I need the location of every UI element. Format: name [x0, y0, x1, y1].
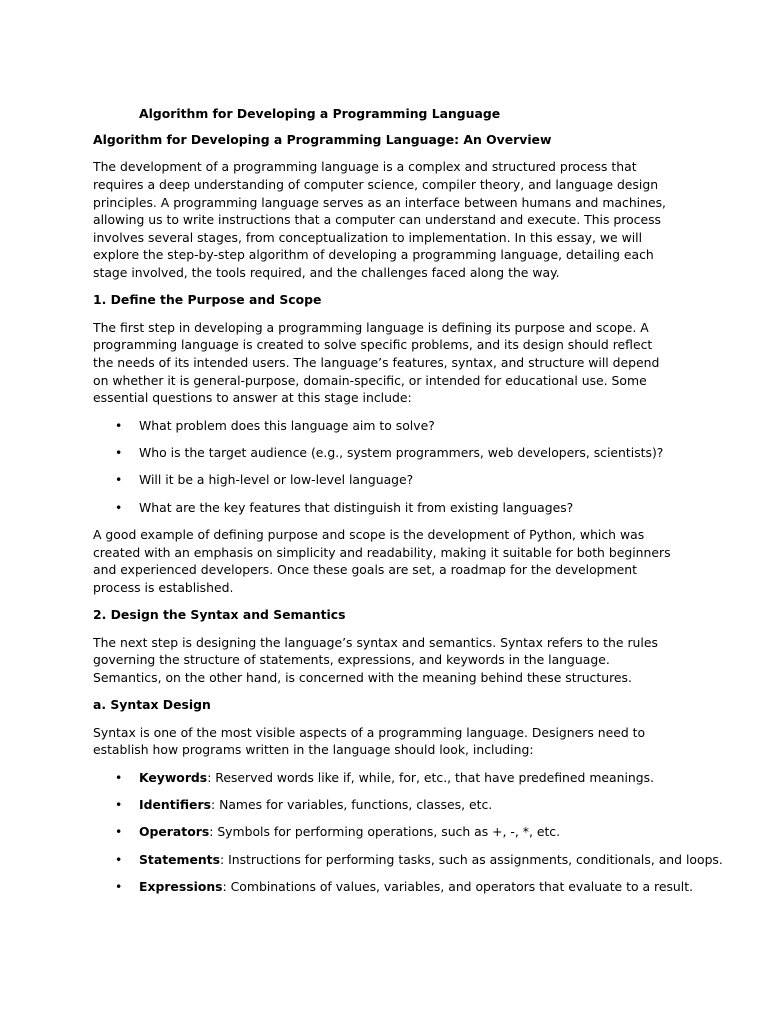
questions-list: [93, 417, 673, 517]
list-item-text: Will it be a high-level or low-level language?: [139, 472, 414, 488]
list-item-description: : Reserved words like if, while, for, etc., that have predefined meanings.: [207, 769, 655, 785]
list-item-description: : Instructions for performing tasks, such as assignments, conditionals, and loops.: [219, 851, 723, 867]
list-item-text: What problem does this language aim to solve?: [139, 417, 435, 433]
bullet-icon: •: [115, 879, 123, 895]
syntax-design-subheading: a. Syntax Design: [93, 697, 211, 713]
list-item-term: Statements: [139, 851, 220, 867]
list-item: [93, 823, 673, 841]
document-body: [93, 131, 723, 906]
syntax-design-paragraph: Syntax is one of the most visible aspects of a programming language. Designers need to establish how programs written in the language should look, including:: [93, 724, 646, 758]
list-item-description: : Symbols for performing operations, such as +, -, *, etc.: [209, 824, 561, 840]
list-item: [93, 878, 694, 896]
section-1-heading: 1. Define the Purpose and Scope: [93, 292, 322, 308]
intro-paragraph: The development of a programming language is a complex and structured process that requires a deep understanding of computer science, compiler theory, and language design principles. A programming language serves as an interface between humans and machines, allowing us to write instructions that a computer can understand and execute. This process involves several stages, from conceptualization to implementation. In this essay, we will explore the step-by-step algorithm of developing a programming language, detailing each stage involved, the tools required, and the challenges faced along the way.: [93, 159, 666, 280]
section-2-paragraph: The next step is designing the language’s syntax and semantics. Syntax refers to the rules governing the structure of statements, expressions, and keywords in the language. Semantics, on the other hand, is concerned with the meaning behind these structures.: [93, 634, 658, 685]
bullet-icon: •: [115, 769, 123, 785]
bullet-icon: •: [115, 417, 123, 433]
list-item: [93, 769, 673, 787]
list-item-term: Expressions: [139, 879, 223, 895]
bullet-icon: •: [115, 851, 123, 867]
section-2-heading: 2. Design the Syntax and Semantics: [93, 607, 346, 623]
list-item-term: Identifiers: [139, 796, 211, 812]
document-title: Algorithm for Developing a Programming Language: [139, 106, 501, 121]
list-item: [93, 471, 673, 489]
list-item: [93, 444, 673, 462]
syntax-elements-list: [93, 769, 723, 896]
list-item-text: What are the key features that distinguish it from existing languages?: [139, 499, 574, 515]
list-item-description: : Names for variables, functions, classes, etc.: [210, 796, 493, 812]
list-item-text: Who is the target audience (e.g., system programmers, web developers, scientists)?: [139, 444, 664, 460]
bullet-icon: •: [115, 472, 123, 488]
list-item-term: Keywords: [139, 769, 208, 785]
overview-heading: Algorithm for Developing a Programming Language: An Overview: [93, 132, 552, 147]
list-item: [93, 851, 723, 869]
bullet-icon: •: [115, 824, 123, 840]
bullet-icon: •: [115, 444, 123, 460]
bullet-icon: •: [115, 796, 123, 812]
list-item-description: : Combinations of values, variables, and operators that evaluate to a result.: [222, 879, 694, 895]
section-1-paragraph: The first step in developing a programming language is defining its purpose and scope. A programming language is created to solve specific problems, and its design should reflect the needs of its intended users. The language’s features, syntax, and structure will depend on whether it is general-purpose, domain-specific, or intended for educational use. Some essential questions to answer at this stage include:: [93, 319, 660, 406]
list-item: [93, 417, 673, 435]
list-item: [93, 499, 673, 517]
bullet-icon: •: [115, 499, 123, 515]
list-item-term: Operators: [139, 824, 210, 840]
section-1-closing-paragraph: A good example of defining purpose and scope is the development of Python, which was created with an emphasis on simplicity and readability, making it suitable for both beginners and experienced developers. Once these goals are set, a roadmap for the development process is established.: [93, 527, 671, 595]
list-item: [93, 796, 673, 814]
